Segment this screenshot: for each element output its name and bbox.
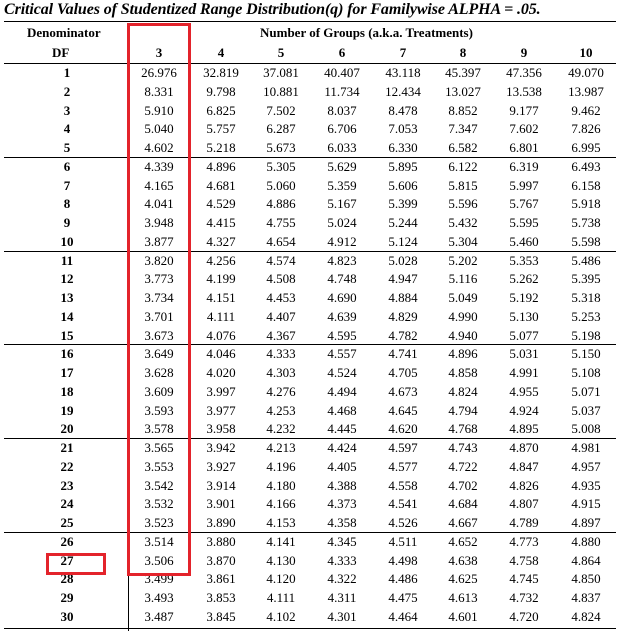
table-cell: 4.415: [206, 215, 236, 230]
df-value: 10: [60, 233, 74, 249]
table-cell: 5.060: [266, 177, 296, 193]
table-cell: 4.333: [327, 552, 357, 568]
df-value: 22: [60, 458, 74, 474]
table-cell: 7.602: [509, 121, 539, 137]
table-cell: 5.595: [509, 215, 539, 230]
table-cell: 3.565: [144, 440, 174, 455]
table-cell: 5.757: [206, 121, 236, 137]
table-cell: 4.508: [266, 271, 296, 287]
table-cell: 4.638: [448, 552, 478, 568]
table-cell: 4.524: [327, 365, 357, 380]
table-cell: 4.991: [509, 365, 539, 380]
table-cell: 13.538: [506, 83, 542, 99]
table-cell: 4.311: [327, 590, 357, 605]
table-cell: 3.820: [144, 252, 174, 268]
table-cell: 4.690: [327, 290, 357, 305]
table-cell: 3.487: [144, 608, 174, 624]
table-cell: 5.918: [571, 196, 601, 212]
table-cell: 4.424: [327, 440, 357, 455]
table-cell: 4.486: [388, 571, 418, 587]
df-value: 19: [60, 402, 74, 418]
table-cell: 8.331: [144, 83, 174, 99]
df-value: 4: [63, 121, 71, 137]
table-cell: 4.602: [144, 140, 174, 155]
group-divider: [4, 438, 616, 439]
df-value: 8: [63, 196, 71, 212]
df-value: 2: [63, 83, 71, 99]
table-cell: 5.198: [571, 327, 601, 343]
table-cell: 4.358: [327, 515, 357, 530]
table-cell: 3.914: [206, 477, 236, 493]
table-cell: 5.124: [388, 233, 418, 249]
table-cell: 4.345: [327, 533, 357, 549]
table-cell: 4.824: [448, 383, 478, 399]
table-cell: 4.947: [388, 271, 418, 287]
table-cell: 5.108: [571, 365, 601, 380]
table-cell: 5.244: [388, 215, 418, 230]
table-cell: 4.153: [266, 515, 296, 530]
table-cell: 4.020: [206, 365, 236, 380]
table-cell: 5.629: [327, 158, 357, 174]
df-value: 15: [60, 327, 74, 343]
table-cell: 4.924: [509, 402, 539, 418]
table-cell: 9.798: [206, 83, 236, 99]
table-cell: 5.318: [571, 290, 601, 305]
group-number-header: 6: [338, 45, 346, 60]
table-cell: 4.464: [388, 608, 418, 624]
df-value: 25: [60, 515, 74, 530]
table-cell: 4.613: [448, 590, 478, 605]
table-cell: 4.405: [327, 458, 357, 474]
df-value: 9: [63, 215, 71, 230]
table-cell: 4.981: [571, 440, 601, 455]
table-cell: 4.957: [571, 458, 601, 474]
table-cell: 4.165: [144, 177, 174, 193]
table-cell: 4.880: [571, 533, 601, 549]
table-cell: 3.901: [206, 496, 236, 512]
table-cell: 6.582: [448, 140, 478, 155]
table-cell: 5.997: [509, 177, 539, 193]
table-cell: 4.755: [266, 215, 296, 230]
table-cell: 3.701: [144, 308, 174, 324]
table-cell: 5.192: [509, 290, 539, 305]
table-cell: 5.202: [448, 252, 478, 268]
table-cell: 4.445: [327, 421, 357, 437]
table-cell: 4.625: [448, 571, 478, 587]
group-number-header: 9: [520, 45, 528, 60]
table-cell: 5.486: [571, 252, 601, 268]
table-cell: 5.395: [571, 271, 601, 287]
table-cell: 4.912: [327, 233, 357, 249]
table-cell: 4.196: [266, 458, 296, 474]
group-number-header: 7: [399, 45, 407, 60]
df-value: 18: [60, 383, 74, 399]
table-cell: 3.942: [206, 440, 236, 455]
table-cell: 4.684: [448, 496, 478, 512]
table-cell: 4.837: [571, 590, 601, 605]
table-cell: 4.511: [388, 533, 418, 549]
table-cell: 4.897: [571, 515, 601, 530]
df-value: 6: [63, 158, 71, 174]
table-cell: 4.253: [266, 402, 296, 418]
table-cell: 4.645: [388, 402, 418, 418]
df-value: 29: [60, 590, 74, 605]
table-cell: 5.673: [266, 140, 296, 155]
table-cell: 4.955: [509, 383, 539, 399]
table-cell: 4.232: [266, 421, 296, 437]
df-value: 17: [60, 365, 74, 380]
table-cell: 3.514: [144, 533, 174, 549]
table-cell: 3.877: [144, 233, 174, 249]
table-cell: 4.705: [388, 365, 418, 380]
table-cell: 5.167: [327, 196, 357, 212]
table-cell: 4.895: [509, 421, 539, 437]
table-cell: 5.895: [388, 158, 418, 174]
table-cell: 6.158: [571, 177, 601, 193]
table-cell: 3.861: [206, 571, 236, 587]
table-cell: 5.130: [509, 308, 539, 324]
table-cell: 4.702: [448, 477, 478, 493]
table-cell: 6.330: [388, 140, 418, 155]
table-cell: 4.773: [509, 533, 539, 549]
table-cell: 4.339: [144, 158, 174, 174]
table-cell: 6.995: [571, 140, 601, 155]
table-cell: 4.639: [327, 308, 357, 324]
table-cell: 3.853: [206, 590, 236, 605]
table-cell: 12.434: [385, 83, 421, 99]
table-cell: 4.475: [388, 590, 418, 605]
table-cell: 40.407: [324, 65, 360, 80]
table-cell: 8.037: [327, 102, 357, 118]
table-cell: 13.027: [445, 83, 481, 99]
table-cell: 5.738: [571, 215, 601, 230]
table-cell: 7.826: [571, 121, 601, 137]
table-cell: 4.111: [266, 590, 296, 605]
groups-header: Number of Groups (a.k.a. Treatments): [260, 25, 473, 40]
group-number-header: 8: [459, 45, 467, 60]
table-cell: 5.359: [327, 177, 357, 193]
table-cell: 4.601: [448, 608, 478, 624]
table-cell: 4.373: [327, 496, 357, 512]
df-27-highlight: [46, 553, 106, 575]
table-cell: 6.319: [509, 158, 539, 174]
table-cell: 4.748: [327, 271, 357, 287]
table-cell: 5.815: [448, 177, 478, 193]
table-cell: 5.253: [571, 308, 601, 324]
table-cell: 7.347: [448, 121, 478, 137]
table-cell: 5.037: [571, 402, 601, 418]
table-cell: 4.541: [388, 496, 418, 512]
table-cell: 4.847: [509, 458, 539, 474]
table-cell: 3.880: [206, 533, 236, 549]
table-cell: 5.596: [448, 196, 478, 212]
table-cell: 5.028: [388, 252, 418, 268]
table-cell: 6.122: [448, 158, 478, 174]
column-3-highlight: [127, 23, 191, 576]
table-bottom-rule: [4, 628, 616, 629]
table-cell: 3.997: [206, 383, 236, 399]
df-value: 14: [60, 308, 74, 324]
table-cell: 3.773: [144, 271, 174, 287]
table-cell: 9.462: [571, 102, 601, 118]
table-cell: 5.071: [571, 383, 601, 399]
df-value: 12: [60, 271, 74, 287]
df-value: 1: [63, 65, 71, 80]
df-value: 3: [63, 102, 71, 118]
table-cell: 11.734: [324, 83, 360, 99]
table-cell: 26.976: [141, 65, 177, 80]
table-cell: 4.453: [266, 290, 296, 305]
table-cell: 4.595: [327, 327, 357, 343]
table-cell: 45.397: [445, 65, 481, 80]
table-cell: 4.468: [327, 402, 357, 418]
table-cell: 4.141: [266, 533, 296, 549]
table-cell: 4.120: [266, 571, 296, 587]
table-cell: 5.040: [144, 121, 174, 137]
table-cell: 3.845: [206, 608, 236, 624]
table-cell: 4.558: [388, 477, 418, 493]
table-cell: 5.049: [448, 290, 478, 305]
table-cell: 5.606: [388, 177, 418, 193]
table-cell: 4.935: [571, 477, 601, 493]
table-cell: 4.826: [509, 477, 539, 493]
table-cell: 4.829: [388, 308, 418, 324]
table-cell: 4.498: [388, 552, 418, 568]
df-header: DF: [52, 45, 70, 60]
table-cell: 3.890: [206, 515, 236, 530]
table-cell: 5.767: [509, 196, 539, 212]
table-cell: 4.041: [144, 196, 174, 212]
table-cell: 3.977: [206, 402, 236, 418]
group-number-header: 3: [155, 45, 163, 60]
table-cell: 4.199: [206, 271, 236, 287]
table-cell: 4.322: [327, 571, 357, 587]
table-cell: 5.353: [509, 252, 539, 268]
table-cell: 4.732: [509, 590, 539, 605]
table-cell: 3.609: [144, 383, 174, 399]
table-cell: 4.782: [388, 327, 418, 343]
table-cell: 4.407: [266, 308, 296, 324]
table-cell: 5.116: [448, 271, 478, 287]
table-cell: 3.523: [144, 515, 174, 530]
table-cell: 4.741: [388, 346, 418, 362]
table-cell: 4.673: [388, 383, 418, 399]
table-cell: 32.819: [203, 65, 239, 80]
table-cell: 4.758: [509, 552, 539, 568]
table-cell: 4.789: [509, 515, 539, 530]
df-value: 26: [60, 533, 74, 549]
table-cell: 5.460: [509, 233, 539, 249]
table-cell: 7.053: [388, 121, 418, 137]
df-value: 5: [63, 140, 71, 155]
df-value: 24: [60, 496, 74, 512]
df-value: 7: [63, 177, 71, 193]
table-cell: 6.033: [327, 140, 357, 155]
table-cell: 4.807: [509, 496, 539, 512]
table-cell: 3.958: [206, 421, 236, 437]
table-cell: 5.598: [571, 233, 601, 249]
table-cell: 4.681: [206, 177, 236, 193]
table-cell: 6.706: [327, 121, 357, 137]
table-cell: 4.850: [571, 571, 601, 587]
table-cell: 4.654: [266, 233, 296, 249]
df-value: 27: [60, 552, 74, 568]
df-value: 30: [60, 608, 74, 624]
table-cell: 4.327: [206, 233, 236, 249]
table-cell: 4.940: [448, 327, 478, 343]
table-cell: 37.081: [263, 65, 299, 80]
table-cell: 4.574: [266, 252, 296, 268]
table-cell: 47.356: [506, 65, 542, 80]
table-cell: 4.303: [266, 365, 296, 380]
table-cell: 3.927: [206, 458, 236, 474]
table-cell: 4.652: [448, 533, 478, 549]
denominator-header: Denominator: [27, 25, 101, 40]
table-cell: 3.532: [144, 496, 174, 512]
table-cell: 4.102: [266, 608, 296, 624]
table-cell: 5.399: [388, 196, 418, 212]
table-cell: 5.305: [266, 158, 296, 174]
table-cell: 7.502: [266, 102, 296, 118]
df-value: 20: [60, 421, 74, 437]
table-cell: 8.852: [448, 102, 478, 118]
table-cell: 6.801: [509, 140, 539, 155]
df-value: 11: [60, 252, 74, 268]
df-value: 21: [60, 440, 74, 455]
table-cell: 5.024: [327, 215, 357, 230]
table-cell: 3.870: [206, 552, 236, 568]
table-cell: 4.768: [448, 421, 478, 437]
df-value: 28: [60, 571, 74, 587]
table-cell: 4.301: [327, 608, 357, 624]
table-cell: 10.881: [263, 83, 299, 99]
table-cell: 5.077: [509, 327, 539, 343]
table-cell: 4.367: [266, 327, 296, 343]
table-cell: 5.218: [206, 140, 236, 155]
table-cell: 43.118: [385, 65, 421, 80]
group-divider: [4, 344, 616, 345]
table-cell: 3.578: [144, 421, 174, 437]
table-cell: 4.526: [388, 515, 418, 530]
table-cell: 9.177: [509, 102, 539, 118]
table-cell: 4.864: [571, 552, 601, 568]
table-cell: 4.130: [266, 552, 296, 568]
table-cell: 4.046: [206, 346, 236, 362]
header-divider: [4, 63, 616, 64]
table-cell: 4.824: [571, 608, 601, 624]
df-value: 23: [60, 477, 74, 493]
table-cell: 5.262: [509, 271, 539, 287]
table-cell: 4.529: [206, 196, 236, 212]
table-cell: 5.910: [144, 102, 174, 118]
df-value: 13: [60, 290, 74, 305]
table-cell: 4.256: [206, 252, 236, 268]
table-cell: 5.008: [571, 421, 601, 437]
table-cell: 3.673: [144, 327, 174, 343]
table-cell: 4.151: [206, 290, 236, 305]
table-cell: 6.825: [206, 102, 236, 118]
table-cell: 4.870: [509, 440, 539, 455]
table-cell: 4.990: [448, 308, 478, 324]
group-number-header: 5: [277, 45, 285, 60]
table-cell: 4.884: [388, 290, 418, 305]
table-cell: 4.886: [266, 196, 296, 212]
table-cell: 6.493: [571, 158, 601, 174]
table-cell: 4.276: [266, 383, 296, 399]
table-cell: 8.478: [388, 102, 418, 118]
table-cell: 3.948: [144, 215, 174, 230]
table-cell: 4.388: [327, 477, 357, 493]
table-cell: 5.031: [509, 346, 539, 362]
table-cell: 4.794: [448, 402, 478, 418]
table-cell: 4.180: [266, 477, 296, 493]
table-cell: 4.667: [448, 515, 478, 530]
table-cell: 4.076: [206, 327, 236, 343]
table-cell: 3.542: [144, 477, 174, 493]
table-cell: 4.858: [448, 365, 478, 380]
table-cell: 4.333: [266, 346, 296, 362]
table-cell: 3.493: [144, 590, 174, 605]
table-cell: 4.111: [206, 308, 236, 324]
table-cell: 5.304: [448, 233, 478, 249]
table-cell: 3.649: [144, 346, 174, 362]
table-cell: 4.896: [206, 158, 236, 174]
table-cell: 4.722: [448, 458, 478, 474]
table-cell: 3.553: [144, 458, 174, 474]
table-cell: 4.577: [388, 458, 418, 474]
table-cell: 4.620: [388, 421, 418, 437]
table-cell: 3.506: [144, 552, 174, 568]
table-cell: 4.896: [448, 346, 478, 362]
table-cell: 5.432: [448, 215, 478, 230]
table-cell: 4.743: [448, 440, 478, 455]
table-cell: 4.213: [266, 440, 296, 455]
table-cell: 4.557: [327, 346, 357, 362]
table-title: Critical Values of Studentized Range Distribution(q) for Familywise ALPHA = .05.: [4, 1, 541, 18]
table-cell: 4.823: [327, 252, 357, 268]
table-cell: 3.499: [144, 571, 174, 587]
table-cell: 13.987: [568, 83, 604, 99]
table-cell: 4.745: [509, 571, 539, 587]
table-cell: 4.166: [266, 496, 296, 512]
table-cell: 49.070: [568, 65, 604, 80]
group-number-header: 10: [579, 45, 593, 60]
group-number-header: 4: [217, 45, 225, 60]
table-cell: 5.150: [571, 346, 601, 362]
table-cell: 4.597: [388, 440, 418, 455]
table-cell: 4.720: [509, 608, 539, 624]
table-cell: 3.593: [144, 402, 174, 418]
table-cell: 3.734: [144, 290, 174, 305]
table-cell: 4.915: [571, 496, 601, 512]
table-cell: 4.494: [327, 383, 357, 399]
df-value: 16: [60, 346, 74, 362]
table-cell: 6.287: [266, 121, 296, 137]
table-cell: 3.628: [144, 365, 174, 380]
